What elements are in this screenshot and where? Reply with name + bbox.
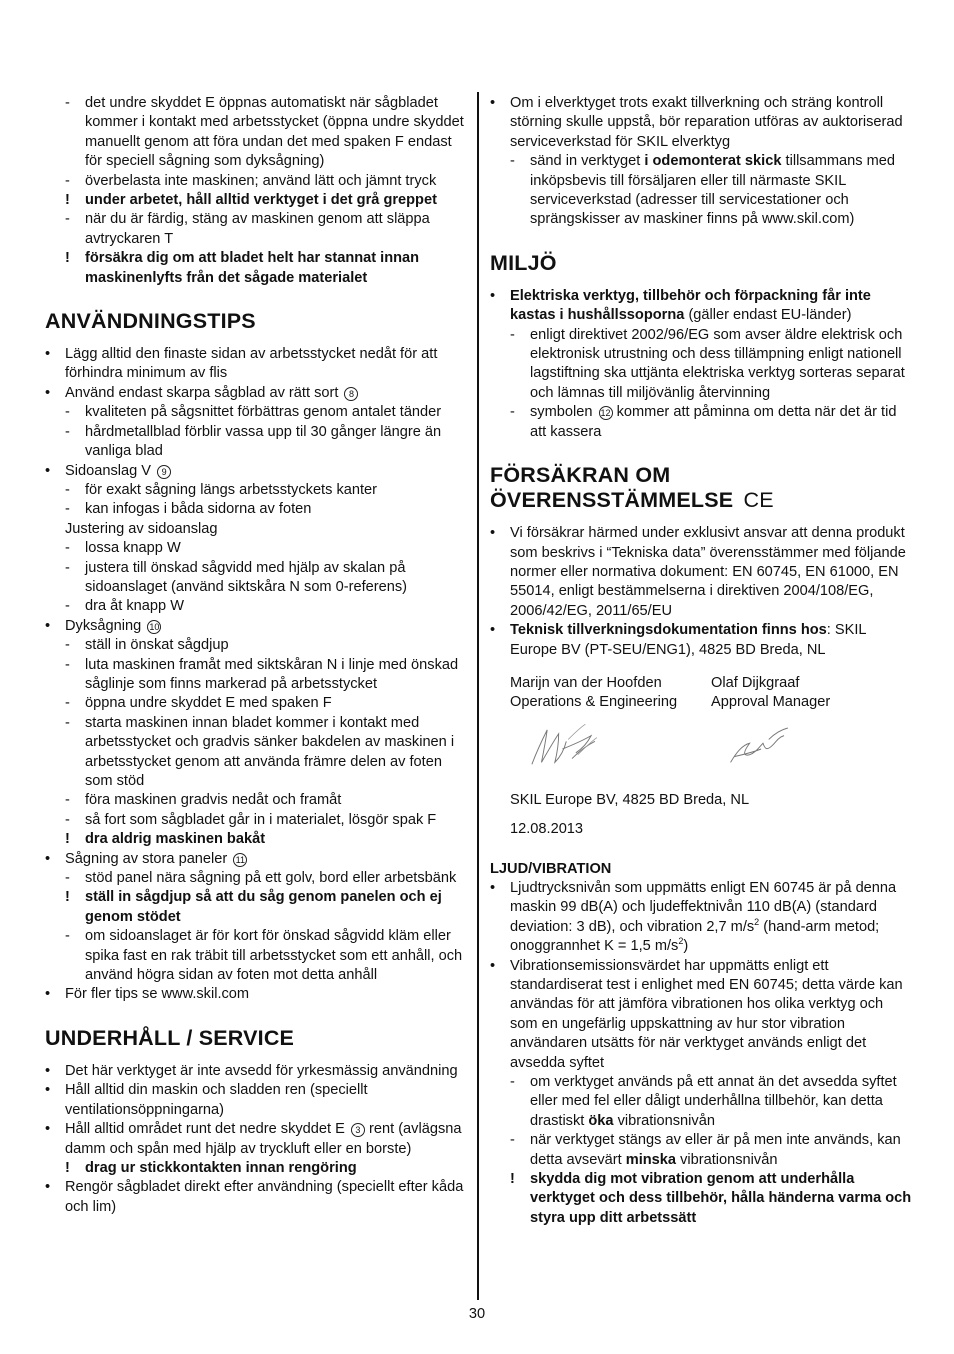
item-text: Använd endast skarpa sågblad av rätt sort (65, 384, 339, 401)
item-text: kvaliteten på sågsnittet förbättras genom antalet tänder (85, 404, 442, 421)
list-item (45, 1081, 467, 1120)
item-text: kommer att påminna om detta när det är tid att kassera (530, 404, 897, 440)
section-heading-environment: MILJÖ (490, 250, 557, 275)
figure-reference-number: 11 (233, 853, 247, 867)
signatory-2-title: Approval Manager (711, 694, 831, 711)
list-item (45, 617, 467, 636)
item-text: Rengör sågbladet direkt efter användning (speciellt efter kåda och lim) (65, 1179, 464, 1215)
item-text: när du är färdig, stäng av maskinen genom att släppa avtryckaren T (85, 211, 430, 247)
warning-marker: ! (65, 250, 70, 267)
item-text: luta maskinen framåt med siktskåran N i linje med önskad såglinje som finns markerad på arbetsstycket (85, 656, 459, 692)
item-text: starta maskinen innan bladet kommer i kontakt med arbetsstycket och gradvis sänker bakdelen av maskinen i arbetsstycket genom att använda främre delen av foten som stöd (85, 714, 455, 789)
column-divider (477, 92, 479, 1300)
item-text: symbolen (530, 404, 593, 421)
item-text: vibrationsnivån (676, 1151, 778, 1168)
dash-marker: - (65, 928, 70, 945)
item-text: Vibrationsemissionsvärdet har uppmätts enligt ett standardiserat test i enlighet med EN 60745; detta värde kan användas för att jämföra vibrationen hos olika verktyg och som en ungefärlig uppskattning av hur stor vibration användaren utsätts för när verktyget används enligt det avsedda syftet (510, 957, 903, 1071)
signatures (530, 719, 912, 791)
signature-2-image (721, 719, 912, 779)
item-text: Om i elverktyget trots exakt tillverkning och sträng kontroll störning skulle uppstå, bör reparation utföras av auktoriserad serviceverkstad för SKIL elverktyg (510, 95, 903, 150)
superscript: 2 (678, 936, 684, 947)
dash-marker: - (65, 792, 70, 809)
warning-marker: ! (65, 889, 70, 906)
conformity-list (490, 524, 912, 660)
figure-reference-number: 10 (149, 621, 160, 632)
superscript: 2 (754, 916, 760, 927)
list-item (45, 1159, 467, 1178)
dash-marker: - (65, 540, 70, 557)
bullet-marker: • (490, 957, 496, 974)
list-item (65, 830, 467, 849)
list-item (45, 384, 467, 403)
item-text: under arbetet, håll alltid verktyget i det grå greppet (85, 192, 437, 209)
noise-text-b: (hand-arm metod; onoggrannhet K = 1,5 m/s (510, 918, 880, 955)
list-item (490, 94, 912, 152)
item-text: om sidoanslaget är för kort för önskad sågvidd kläm eller spika fast en rak träbit till arbetsstycket som ett anhåll, och använd högra sidan av foten mot detta anhåll (85, 928, 463, 984)
item-text: öppna undre skyddet E med spaken F (85, 695, 332, 712)
list-item (510, 1170, 912, 1228)
warning-marker: ! (65, 192, 70, 209)
dash-marker: - (510, 326, 515, 343)
list-item (490, 524, 912, 621)
item-text: vibrationsnivån (613, 1112, 715, 1129)
item-bold-text: Teknisk tillverkningsdokumentation finns hos (510, 622, 827, 639)
item-text: Det här verktyget är inte avsedd för yrkesmässig användning (65, 1062, 458, 1079)
section-heading-usage-tips: ANVÄNDNINGSTIPS (45, 309, 256, 334)
item-bold-text: Elektriska verktyg, tillbehör och förpackning får inte kastas i hushållssoporna (510, 287, 871, 324)
list-item (490, 621, 912, 660)
dash-marker: - (65, 598, 70, 615)
item-text: försäkra dig om att bladet helt har stannat innan maskinenlyfts från det sågade materialet (85, 250, 420, 286)
list-item (65, 636, 467, 655)
ce-mark-icon: CE (743, 488, 774, 513)
list-item (45, 985, 467, 1004)
list-item (65, 714, 467, 792)
signatory-2 (711, 674, 912, 713)
bullet-marker: • (45, 617, 51, 634)
item-text: dra aldrig maskinen bakåt (85, 831, 266, 848)
declaration-date: 12.08.2013 (510, 821, 584, 838)
dash-marker: - (65, 811, 70, 828)
bullet-marker: • (45, 850, 51, 867)
vibration-list (490, 957, 912, 1229)
figure-reference-number: 8 (344, 387, 358, 401)
page-number: 30 (468, 1306, 486, 1322)
list-item (490, 287, 912, 326)
list-item (65, 94, 467, 172)
item-text: (gäller endast EU-länder) (684, 307, 852, 324)
list-item (65, 172, 467, 191)
item-text: drag ur stickkontakten innan rengöring (85, 1159, 357, 1176)
section-heading-conformity (490, 463, 912, 513)
item-text: justera till önskad sågvidd med hjälp av skalan på sidoanslaget (använd siktskåra N som 0-referens) (85, 559, 408, 595)
signatories (510, 674, 912, 713)
item-text: stöd panel nära sågning på ett golv, bord eller arbetsbänk (85, 870, 457, 887)
list-item (510, 403, 912, 442)
item-bold-text: minska (625, 1151, 677, 1168)
item-text: : SKIL Europe BV (PT-SEU/ENG1), 4825 BD Breda, NL (510, 622, 867, 658)
item-text: kan infogas i båda sidorna av foten (85, 501, 312, 518)
conformity-heading-line2: ÖVERENSSTÄMMELSE (490, 488, 734, 513)
item-text: föra maskinen gradvis nedåt och framåt (85, 792, 342, 809)
list-item (510, 152, 912, 230)
maintenance-list (45, 1062, 467, 1217)
bullet-marker: • (45, 1062, 51, 1079)
usage-tips-list (45, 345, 467, 1005)
item-text: skydda dig mot vibration genom att underhålla verktyget och dess tillbehör, hålla händerna varma och styra upp ditt arbetssätt (530, 1171, 912, 1226)
conformity-heading-line1: FÖRSÄKRAN OM (490, 463, 671, 488)
list-item (65, 927, 467, 985)
list-item (65, 791, 467, 810)
item-text: sänd in verktyget (530, 153, 645, 170)
list-item (65, 539, 467, 558)
list-item (65, 191, 467, 210)
item-text: enligt direktivet 2002/96/EG som avser äldre elektrisk och elektronisk utrustning och dess tillämpning enligt nationell lagstiftning ska uttjänta elektriska verktyg sorteras separat och lämnas till miljövänlig återvinning (530, 326, 905, 401)
dash-marker: - (510, 153, 515, 170)
list-item (45, 850, 467, 869)
list-item (45, 462, 467, 481)
item-text: rent (avlägsna damm och spån med hjälp av tryckluft eller en borste) (65, 1121, 462, 1157)
noise-text-c: ) (683, 938, 689, 955)
item-text: dra åt knapp W (85, 598, 184, 615)
item-text: Vi försäkrar härmed under exklusivt ansvar att denna produkt som beskrivs i “Tekniska data” överensstämmer med följande normer eller normativa dokument: EN 60745, EN 61000, EN 55014, enligt bestämmelserna i direktiven 2004/108/EG, 2006/42/EG, 2011/65/EU (510, 525, 906, 619)
list-item (490, 957, 912, 1073)
item-text: så fort som sågbladet går in i materialet, lösgör spak F (85, 811, 437, 828)
list-item (45, 345, 467, 384)
item-text: hårdmetallblad förblir vassa upp til 30 gånger längre än vanliga blad (85, 423, 442, 460)
signatory-1-name: Marijn van der Hoofden (510, 674, 662, 691)
noise-text-a: Ljudtrycksnivån som uppmätts enligt EN 60745 är på denna maskin 99 dB(A) och ljudeffektnivån 110 dB(A) (standard deviation: 3 dB), och vibration 2,7 m/s (510, 879, 897, 935)
item-text: om verktyget används på ett annat än det avsedda syftet eller med fel eller dåligt underhållna tillbehör, kan detta drastiskt (530, 1074, 897, 1129)
item-text: överbelasta inte maskinen; använd lätt och jämnt tryck (85, 172, 437, 189)
bullet-marker: • (45, 1121, 51, 1138)
bullet-marker: • (490, 622, 496, 639)
list-item (65, 403, 467, 422)
list-item (510, 1131, 912, 1170)
warning-marker: ! (65, 831, 70, 848)
list-item (45, 520, 467, 539)
signature-1-image (530, 719, 721, 779)
left-column (45, 94, 467, 1217)
list-item (65, 811, 467, 830)
item-text: det undre skyddet E öppnas automatiskt när sågbladet kommer i kontakt med arbetsstycket (öppna undre skyddet manuellt genom att föra undan det med spaken F endast för speciell sågning som dyksågning) (85, 95, 464, 170)
item-bold-text: i odemonterat skick (644, 153, 782, 170)
dash-marker: - (65, 637, 70, 654)
dash-marker: - (65, 559, 70, 576)
list-item (65, 869, 467, 888)
list-item (510, 326, 912, 404)
list-item (65, 249, 467, 288)
dash-marker: - (510, 404, 515, 421)
list-item (65, 481, 467, 500)
bullet-marker: • (490, 95, 496, 111)
figure-reference-number: 9 (157, 465, 171, 479)
list-item (45, 1178, 467, 1217)
bullet-marker: • (45, 1179, 51, 1196)
item-text: Sågning av stora paneler (65, 850, 228, 867)
list-item (65, 694, 467, 713)
item-text: Dyksågning (65, 617, 142, 634)
bullet-marker: • (45, 462, 51, 479)
dash-marker: - (65, 404, 70, 421)
list-item (65, 656, 467, 695)
dash-marker: - (65, 211, 70, 228)
dash-marker: - (65, 95, 70, 111)
bullet-marker: • (45, 346, 51, 363)
item-text: ställ in sågdjup så att du såg genom panelen och ej genom stödet (85, 889, 442, 925)
item-text: ställ in önskat sågdjup (85, 637, 229, 654)
noise-list-item: • Ljudtrycksnivån som uppmätts enligt EN 60745 är på denna maskin 99 dB(A) och ljudeffektnivån 110 dB(A) (standard deviation: 3 dB), och vibration 2,7 $m/s^2$ (hand-arm metod; onoggrannhet K = 1,5 $m/s^2$) (490, 879, 897, 955)
item-text: tillsammans med inköpsbevis till försäljaren eller till närmaste SKIL serviceverkstad (adresser till servicestationer och sprängskisser av maskiner finns på www.skil.com) (530, 153, 896, 228)
section-heading-noise-vibration: LJUD/VIBRATION (490, 860, 612, 877)
item-text: när verktyget stängs av eller är på men inte används, kan detta avsevärt (530, 1132, 901, 1168)
warning-marker: ! (510, 1171, 515, 1188)
dash-marker: - (65, 423, 70, 440)
dash-marker: - (65, 172, 70, 189)
warning-marker: ! (65, 1159, 70, 1176)
right-column (490, 94, 912, 1228)
list-item (45, 1120, 467, 1159)
dash-marker: - (510, 1074, 515, 1091)
dash-marker: - (65, 695, 70, 712)
left-top-list (45, 94, 467, 288)
dash-marker: - (510, 1132, 515, 1149)
service-list-continued (490, 94, 912, 230)
company-address: SKIL Europe BV, 4825 BD Breda, NL (510, 791, 750, 808)
item-text: Håll alltid din maskin och sladden ren (speciellt ventilationsöppningarna) (65, 1082, 368, 1118)
list-item (510, 1073, 912, 1131)
item-bold-text: öka (588, 1112, 614, 1129)
list-item (65, 888, 467, 927)
item-text: Justering av sidoanslag (65, 520, 218, 537)
bullet-marker: • (490, 287, 496, 304)
list-item (65, 210, 467, 249)
item-text: för exakt sågning längs arbetsstyckets kanter (85, 481, 378, 498)
bullet-marker: • (45, 384, 51, 401)
item-text: För fler tips se www.skil.com (65, 986, 250, 1003)
dash-marker: - (65, 714, 70, 731)
dash-marker: - (65, 870, 70, 887)
environment-list (490, 287, 912, 442)
list-item (65, 500, 467, 519)
signatory-1-title: Operations & Engineering (510, 694, 678, 711)
item-text: lossa knapp W (85, 540, 181, 557)
figure-reference-number: 12 (600, 408, 611, 419)
dash-marker: - (65, 656, 70, 673)
dash-marker: - (65, 501, 70, 518)
bullet-marker: • (45, 986, 51, 1003)
item-text: Sidoanslag V (65, 462, 152, 479)
list-item (65, 597, 467, 616)
bullet-marker: • (490, 525, 496, 542)
list-item (65, 423, 467, 462)
bullet-marker: • (45, 1082, 51, 1099)
item-text: Lägg alltid den finaste sidan av arbetsstycket nedåt för att förhindra minimum av flis (65, 346, 438, 382)
list-item (45, 1062, 467, 1081)
signatory-2-name: Olaf Dijkgraaf (711, 674, 800, 691)
list-item (65, 559, 467, 598)
section-heading-maintenance: UNDERHÅLL / SERVICE (45, 1025, 295, 1050)
signatory-1 (510, 674, 711, 713)
dash-marker: - (65, 481, 70, 498)
figure-reference-number: 3 (351, 1123, 365, 1137)
item-text: Håll alltid området runt det nedre skyddet E (65, 1121, 345, 1138)
